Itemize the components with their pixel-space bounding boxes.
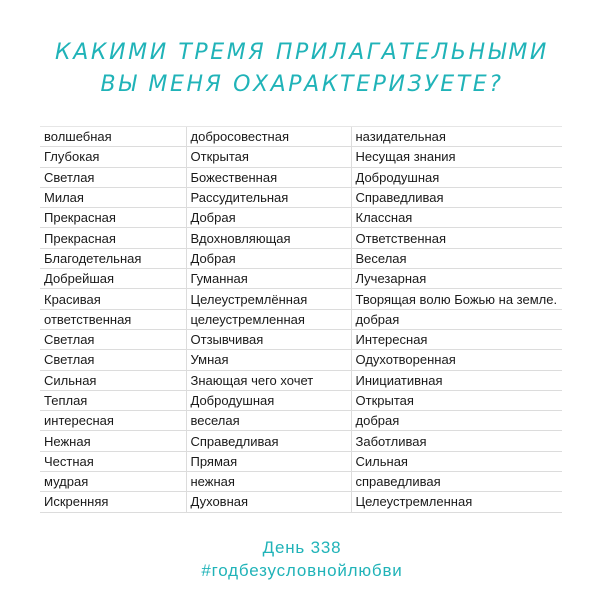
table-cell-col-2: Прямая bbox=[186, 451, 351, 471]
table-cell-col-1: Милая bbox=[40, 187, 186, 207]
table-row bbox=[40, 187, 562, 207]
table-cell-col-3: добрая bbox=[351, 411, 562, 431]
table-cell-col-2: веселая bbox=[186, 411, 351, 431]
table-row bbox=[40, 492, 562, 512]
table-cell-col-2: Знающая чего хочет bbox=[186, 370, 351, 390]
page-title-line-2: ВЫ МЕНЯ ОХАРАКТЕРИЗУЕТЕ? bbox=[100, 72, 504, 97]
table-row bbox=[40, 269, 562, 289]
adjectives-table bbox=[40, 126, 562, 513]
table-cell-col-2: добросовестная bbox=[186, 127, 351, 147]
table-row bbox=[40, 329, 562, 349]
table-cell-col-2: Умная bbox=[186, 350, 351, 370]
table-cell-col-2: Отзывчивая bbox=[186, 329, 351, 349]
table-cell-col-1: Светлая bbox=[40, 329, 186, 349]
table-cell-col-3: Целеустремленная bbox=[351, 492, 562, 512]
table-row bbox=[40, 147, 562, 167]
table-cell-col-3: назидательная bbox=[351, 127, 562, 147]
table-cell-col-3: справедливая bbox=[351, 472, 562, 492]
table-row bbox=[40, 431, 562, 451]
table-cell-col-2: Добрая bbox=[186, 208, 351, 228]
table-cell-col-1: Глубокая bbox=[40, 147, 186, 167]
table-cell-col-1: Нежная bbox=[40, 431, 186, 451]
table-cell-col-2: Целеустремлённая bbox=[186, 289, 351, 309]
table-cell-col-3: Инициативная bbox=[351, 370, 562, 390]
table-cell-col-1: Светлая bbox=[40, 167, 186, 187]
table-cell-col-3: Сильная bbox=[351, 451, 562, 471]
table-row bbox=[40, 228, 562, 248]
table-row bbox=[40, 350, 562, 370]
table-body bbox=[40, 127, 562, 513]
table-cell-col-2: Рассудительная bbox=[186, 187, 351, 207]
table-cell-col-1: Благодетельная bbox=[40, 248, 186, 268]
adjectives-table-container bbox=[40, 126, 562, 513]
table-cell-col-1: Добрейшая bbox=[40, 269, 186, 289]
table-row bbox=[40, 289, 562, 309]
table-cell-col-2: Божественная bbox=[186, 167, 351, 187]
table-row bbox=[40, 370, 562, 390]
table-cell-col-3: добрая bbox=[351, 309, 562, 329]
table-cell-col-3: Заботливая bbox=[351, 431, 562, 451]
table-cell-col-1: мудрая bbox=[40, 472, 186, 492]
table-row bbox=[40, 411, 562, 431]
table-cell-col-2: Духовная bbox=[186, 492, 351, 512]
hashtag[interactable]: #годбезусловнойлюбви bbox=[201, 561, 403, 580]
table-cell-col-2: Добродушная bbox=[186, 390, 351, 410]
table-cell-col-3: Ответственная bbox=[351, 228, 562, 248]
table-cell-col-1: ответственная bbox=[40, 309, 186, 329]
table-cell-col-3: Добродушная bbox=[351, 167, 562, 187]
table-cell-col-3: Веселая bbox=[351, 248, 562, 268]
table-cell-col-1: Теплая bbox=[40, 390, 186, 410]
table-cell-col-3: Интересная bbox=[351, 329, 562, 349]
table-row bbox=[40, 127, 562, 147]
table-cell-col-3: Открытая bbox=[351, 390, 562, 410]
table-cell-col-2: Вдохновляющая bbox=[186, 228, 351, 248]
table-cell-col-3: Лучезарная bbox=[351, 269, 562, 289]
table-cell-col-2: Открытая bbox=[186, 147, 351, 167]
table-cell-col-1: интересная bbox=[40, 411, 186, 431]
table-cell-col-3: Справедливая bbox=[351, 187, 562, 207]
table-cell-col-1: волшебная bbox=[40, 127, 186, 147]
day-label: День 338 bbox=[262, 538, 342, 557]
table-cell-col-1: Искренняя bbox=[40, 492, 186, 512]
table-cell-col-1: Светлая bbox=[40, 350, 186, 370]
table-row bbox=[40, 208, 562, 228]
table-cell-col-1: Красивая bbox=[40, 289, 186, 309]
table-cell-col-2: Добрая bbox=[186, 248, 351, 268]
table-row bbox=[40, 309, 562, 329]
table-cell-col-2: Справедливая bbox=[186, 431, 351, 451]
table-cell-col-3: Творящая волю Божью на земле. bbox=[351, 289, 562, 309]
page-title-line-1: КАКИМИ ТРЕМЯ ПРИЛАГАТЕЛЬНЫМИ bbox=[55, 40, 549, 65]
table-row bbox=[40, 167, 562, 187]
table-cell-col-3: Несущая знания bbox=[351, 147, 562, 167]
table-cell-col-2: Гуманная bbox=[186, 269, 351, 289]
table-cell-col-1: Сильная bbox=[40, 370, 186, 390]
table-row bbox=[40, 472, 562, 492]
table-cell-col-2: целеустремленная bbox=[186, 309, 351, 329]
table-row bbox=[40, 390, 562, 410]
table-cell-col-2: нежная bbox=[186, 472, 351, 492]
table-cell-col-1: Прекрасная bbox=[40, 228, 186, 248]
table-row bbox=[40, 451, 562, 471]
table-cell-col-3: Классная bbox=[351, 208, 562, 228]
table-cell-col-1: Честная bbox=[40, 451, 186, 471]
table-cell-col-3: Одухотворенная bbox=[351, 350, 562, 370]
table-row bbox=[40, 248, 562, 268]
table-cell-col-1: Прекрасная bbox=[40, 208, 186, 228]
